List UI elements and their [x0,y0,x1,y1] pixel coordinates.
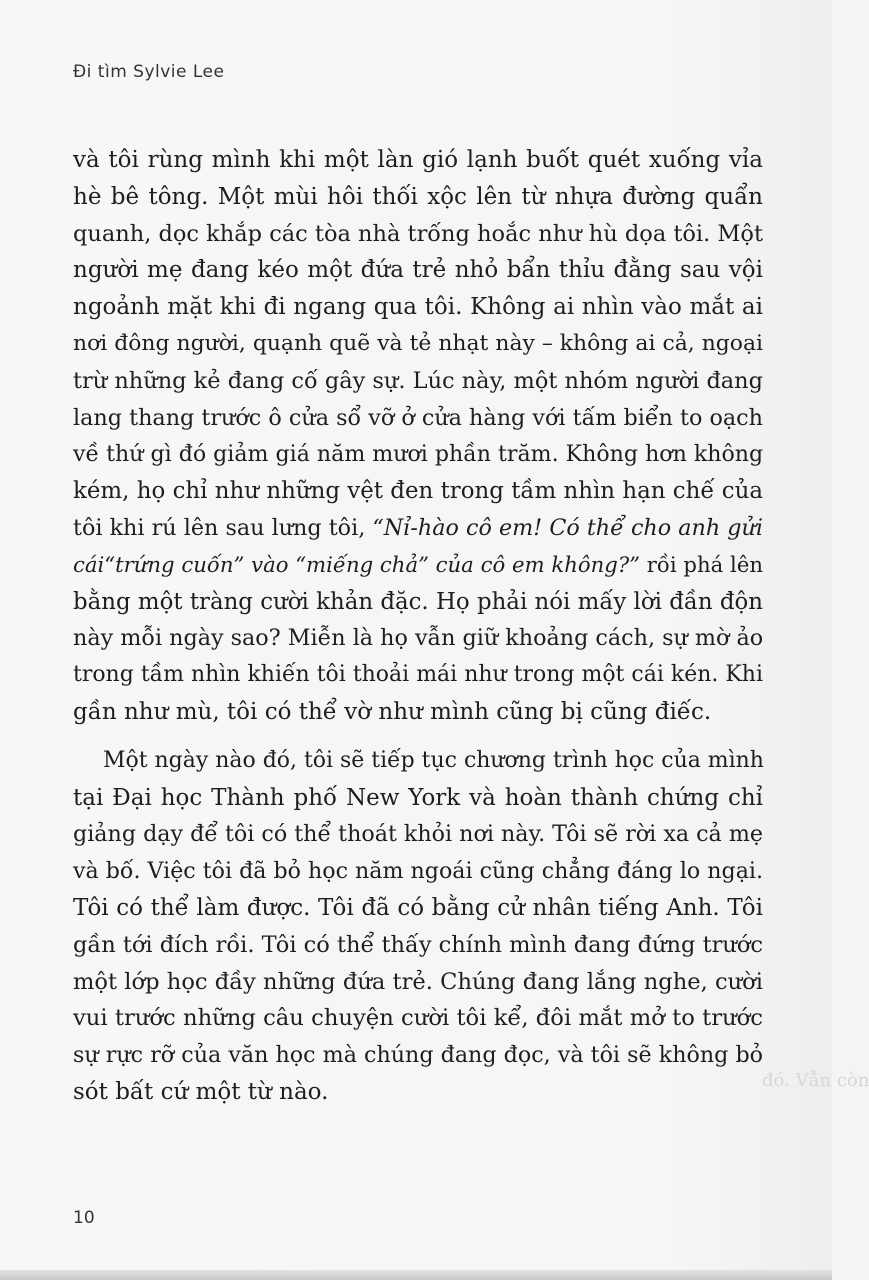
text-line: trừ những kẻ đang cố gây sự. Lúc này, một nhóm người đang [73,367,763,394]
text-line: gần như mù, tôi có thể vờ như mình cũng bị cũng điếc. [73,698,712,725]
bleed-through-text: đó. Vẫn còn [762,1070,869,1091]
text-line: bằng một tràng cười khản đặc. Họ phải nói mấy lời đần độn [73,588,763,615]
text-line: về thứ gì đó giảm giá năm mươi phần trăm. Không hơn không [73,441,764,468]
text-line: lang thang trước ô cửa sổ vỡ ở cửa hàng với tấm biển to oạch [73,404,763,431]
text-line: một lớp học đầy những đứa trẻ. Chúng đang lắng nghe, cười [73,968,763,995]
dialogue-fragment: cái“trứng cuốn” vào “miếng chả” của cô em không?” [73,551,641,577]
text-line: tại Đại học Thành phố New York và hoàn thành chứng chỉ [73,784,763,811]
running-head: Đi tìm Sylvie Lee [73,62,225,82]
text-line: người mẹ đang kéo một đứa trẻ nhỏ bẩn thỉu đằng sau vội [73,257,763,284]
text-line: Một ngày nào đó, tôi sẽ tiếp tục chương trình học của mình [103,747,764,773]
text-line: này mỗi ngày sao? Miễn là họ vẫn giữ khoảng cách, sự mờ ảo [73,625,764,652]
text-line: và tôi rùng mình khi một làn gió lạnh buốt quét xuống vỉa [73,147,763,173]
dialogue-fragment: “Nỉ-hào cô em! Có thể cho anh gửi [372,514,763,541]
text-line: và bố. Việc tôi đã bỏ học năm ngoái cũng chẳng đáng lo ngại. [73,858,763,885]
paragraph-1 [73,142,763,731]
narration-fragment: rồi phá lên [640,551,764,577]
text-line: gần tới đích rồi. Tôi có thể thấy chính mình đang đứng trước [73,931,764,958]
text-line-with-dialogue [73,547,763,584]
text-line: Tôi có thể làm được. Tôi đã có bằng cử nhân tiếng Anh. Tôi [73,894,763,921]
paragraph-2 [73,743,763,1111]
text-line: ngoảnh mặt khi đi ngang qua tôi. Không ai nhìn vào mắt ai [73,294,763,321]
text-line: sự rực rỡ của văn học mà chúng đang đọc, và tôi sẽ không bỏ [73,1042,763,1069]
text-line-with-dialogue [73,510,763,547]
narration-fragment: tôi khi rú lên sau lưng tôi, [73,514,373,541]
text-line: quanh, dọc khắp các tòa nhà trống hoắc như hù dọa tôi. Một [73,220,763,247]
page-bottom-edge [0,1270,832,1280]
text-line: vui trước những câu chuyện cười tôi kể, đôi mắt mở to trước [73,1005,763,1032]
text-line: sót bất cứ một từ nào. [73,1078,329,1105]
page-number: 10 [73,1208,95,1228]
text-line: nơi đông người, quạnh quẽ và tẻ nhạt này – không ai cả, ngoại [73,330,763,356]
text-line: hè bê tông. Một mùi hôi thối xộc lên từ nhựa đường quẩn [73,183,763,210]
body-text [73,142,763,1111]
text-line: trong tầm nhìn khiến tôi thoải mái như trong một cái kén. Khi [73,662,763,688]
text-line: kém, họ chỉ như những vệt đen trong tầm nhìn hạn chế của [73,478,763,505]
text-line: giảng dạy để tôi có thể thoát khỏi nơi này. Tôi sẽ rời xa cả mẹ [73,821,763,848]
